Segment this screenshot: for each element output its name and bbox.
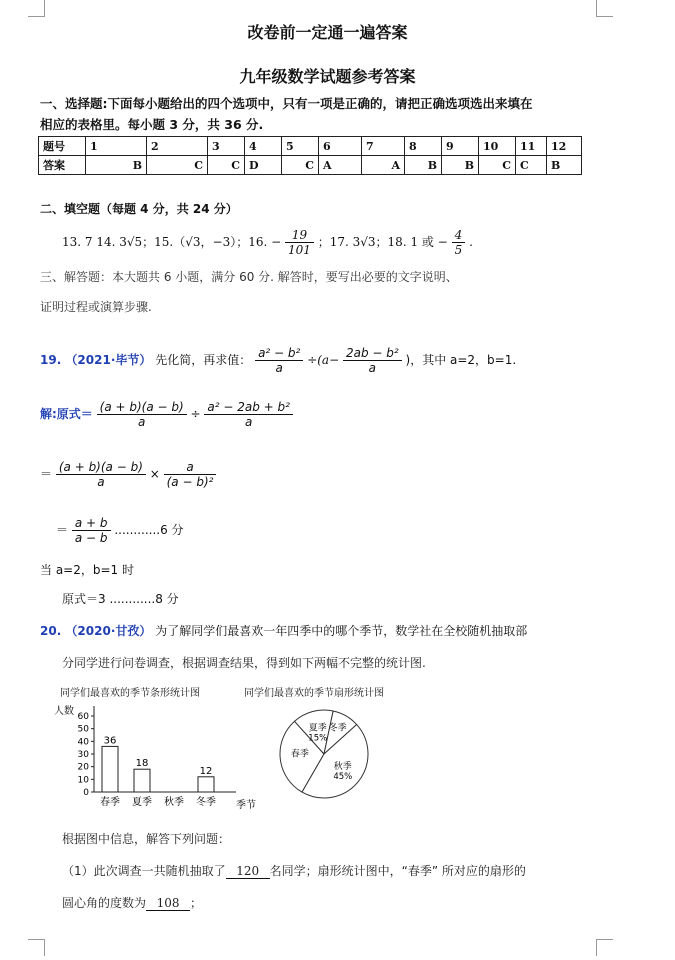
crop-mark-top-right — [596, 0, 613, 17]
question-number-cell: 4 — [245, 137, 282, 156]
question-20 — [40, 622, 527, 639]
bar-value-label: 18 — [135, 758, 149, 770]
y-tick-label: 10 — [77, 775, 89, 786]
answer-cell: C — [147, 156, 208, 175]
answer-cell: C — [479, 156, 516, 175]
step1-fraction-2 — [204, 400, 293, 429]
answer-cell: B — [547, 156, 582, 175]
section3-heading: 三、解答题：本大题共 6 小题，满分 60 分. 解答时，要写出必要的文字说明、 — [40, 270, 458, 284]
q19-fraction-1 — [255, 346, 303, 375]
bar — [198, 777, 214, 792]
answer-blank-angle: 108 — [146, 896, 190, 911]
fraction-numerator: a — [186, 460, 194, 474]
answer-blank-total: 120 — [226, 864, 270, 879]
part1-angle-end: ； — [190, 896, 203, 910]
fraction-numerator: a + b — [74, 516, 108, 530]
part1-text-cont: 名同学；扇形统计图中，“春季” 所对应的扇形的 — [269, 864, 526, 878]
question-number-cell: 2 — [147, 137, 208, 156]
fraction-denominator: 101 — [285, 242, 314, 257]
y-tick-label: 60 — [77, 712, 89, 722]
section2-heading: 二、填空题（每题 4 分，共 24 分） — [40, 202, 238, 216]
solution-step-5: 原式＝3 ............8 分 — [62, 592, 179, 606]
fraction-denominator: 5 — [452, 242, 466, 257]
answers-end: . — [469, 235, 473, 249]
step2-fraction-1 — [56, 460, 146, 489]
fraction-19-over-101 — [285, 228, 314, 257]
question-number-cell: 8 — [405, 137, 442, 156]
question-number-cell: 5 — [282, 137, 319, 156]
x-tick-label: 春季 — [100, 797, 120, 808]
step3-score: ............6 分 — [114, 523, 184, 537]
fraction-denominator: a − b — [72, 530, 111, 545]
bar — [102, 746, 118, 792]
bar-value-label: 12 — [199, 765, 213, 777]
solution-label: 解:原式＝ — [40, 407, 93, 421]
question-20-part1 — [62, 862, 526, 879]
pie-slice-label: 冬季 — [328, 723, 347, 734]
pie-chart-title: 同学们最喜欢的季节扇形统计图 — [244, 688, 384, 699]
question-number-cell: 11 — [516, 137, 547, 156]
pie-slice-label: 秋季 — [333, 762, 352, 773]
question-19 — [40, 346, 516, 375]
pie-chart — [280, 710, 368, 798]
question-20-prompt: 根据图中信息，解答下列问题： — [62, 832, 231, 846]
fraction-numerator: (a + b)(a − b) — [58, 460, 143, 474]
section1-heading: 一、选择题:下面每小题给出的四个选项中，只有一项是正确的，请把正确选项选出来填在 — [40, 96, 533, 111]
y-axis-label: 人数 — [54, 706, 74, 717]
pie-slice-label: 夏季 — [308, 723, 327, 734]
y-tick-label: 0 — [83, 788, 89, 798]
y-tick-label: 40 — [77, 737, 89, 748]
solution-step-2 — [40, 460, 216, 489]
question-number-cell: 9 — [442, 137, 479, 156]
question-19-text: 先化简，再求值： — [155, 353, 252, 367]
x-axis-label: 季节 — [236, 800, 256, 811]
answer-cell: D — [245, 156, 282, 175]
fraction-numerator: (a + b)(a − b) — [99, 400, 184, 414]
crop-mark-top-left — [28, 0, 45, 17]
answer-cell: B — [442, 156, 479, 175]
pie-slice-percent: 45% — [333, 772, 353, 783]
answer-cell: C — [208, 156, 245, 175]
part1-angle-text: 圆心角的度数为 — [62, 896, 147, 910]
answer-cell: A — [319, 156, 362, 175]
question-number-cell: 3 — [208, 137, 245, 156]
answer-cell: C — [282, 156, 319, 175]
solution-step-1 — [40, 400, 293, 429]
answer-cell: B — [86, 156, 147, 175]
bar-value-label: 36 — [103, 735, 117, 747]
q19-tail: )，其中 a=2，b=1. — [405, 353, 517, 367]
x-tick-label: 夏季 — [132, 797, 152, 808]
y-tick-label: 50 — [77, 724, 89, 735]
fraction-numerator: a² − 2ab + b² — [207, 400, 290, 414]
answer-table — [38, 136, 582, 175]
step2-operator: × — [149, 467, 160, 481]
part1-text: （1）此次调查一共随机抽取了 — [62, 864, 226, 878]
question-20-part1-cont — [62, 894, 202, 911]
table-header-cell: 题号 — [39, 137, 86, 156]
page-title-note: 改卷前一定通一遍答案 — [247, 23, 408, 42]
fill-blank-answers — [62, 228, 473, 257]
step2-fraction-2 — [164, 460, 217, 489]
step3-fraction — [72, 516, 111, 545]
fraction-denominator: a — [204, 414, 293, 429]
q19-fraction-2 — [343, 346, 402, 375]
x-tick-label: 冬季 — [196, 797, 216, 808]
section1-heading-cont: 相应的表格里。每小题 3 分，共 36 分. — [40, 117, 264, 132]
answer-table-answer-row — [39, 156, 582, 175]
question-20-text-cont: 分同学进行问卷调查，根据调查结果，得到如下两幅不完整的统计图. — [62, 656, 426, 670]
solution-step-4: 当 a=2，b=1 时 — [40, 563, 134, 577]
bar-chart — [54, 704, 256, 811]
y-tick-label: 20 — [77, 762, 89, 773]
answer-table-number-row — [39, 137, 582, 156]
fraction-denominator: a — [343, 360, 402, 375]
crop-mark-bottom-left — [28, 939, 45, 956]
pie-slice-percent: 15% — [308, 733, 328, 744]
question-20-label: 20. （2020·甘孜） — [40, 624, 152, 638]
step3-equals: ＝ — [56, 523, 69, 537]
question-number-cell: 6 — [319, 137, 362, 156]
crop-mark-bottom-right — [596, 939, 613, 956]
question-number-cell: 1 — [86, 137, 147, 156]
step1-operator: ÷ — [190, 407, 201, 421]
fraction-denominator: a — [56, 474, 146, 489]
fraction-denominator: a — [97, 414, 187, 429]
fraction-denominator: a — [255, 360, 303, 375]
y-tick-label: 30 — [77, 750, 89, 760]
bar — [134, 769, 150, 792]
fraction-numerator: 4 — [454, 228, 463, 242]
solution-step-3 — [56, 516, 184, 545]
answer-cell: B — [405, 156, 442, 175]
section3-heading-cont: 证明过程或演算步骤. — [40, 300, 152, 314]
answers-17-18: ；17. 3√3；18. 1 或 − — [317, 235, 448, 249]
answer-cell: C — [516, 156, 547, 175]
question-number-cell: 7 — [362, 137, 405, 156]
pie-slice-label: 春季 — [290, 749, 309, 760]
x-tick-label: 秋季 — [164, 797, 184, 808]
fraction-denominator: (a − b)² — [164, 474, 217, 489]
bar-chart-title: 同学们最喜欢的季节条形统计图 — [60, 688, 200, 699]
question-20-text: 为了解同学们最喜欢一年四季中的哪个季节，数学社在全校随机抽取部 — [155, 624, 528, 638]
answer-cell: A — [362, 156, 405, 175]
question-number-cell: 12 — [547, 137, 582, 156]
fraction-4-over-5 — [452, 228, 466, 257]
table-header-cell: 答案 — [39, 156, 86, 175]
season-charts — [48, 696, 378, 816]
page-title: 九年级数学试题参考答案 — [239, 67, 416, 86]
step1-fraction-1 — [97, 400, 187, 429]
fraction-numerator: 19 — [291, 228, 308, 242]
fraction-numerator: a² − b² — [258, 346, 301, 360]
question-19-label: 19. （2021·毕节） — [40, 353, 152, 367]
fraction-numerator: 2ab − b² — [345, 346, 399, 360]
q19-operator: ÷(a− — [307, 353, 340, 367]
question-number-cell: 10 — [479, 137, 516, 156]
step2-equals: ＝ — [40, 467, 53, 481]
answers-13-16: 13. 7 14. 3√5；15.（√3，−3）；16. − — [62, 235, 282, 249]
